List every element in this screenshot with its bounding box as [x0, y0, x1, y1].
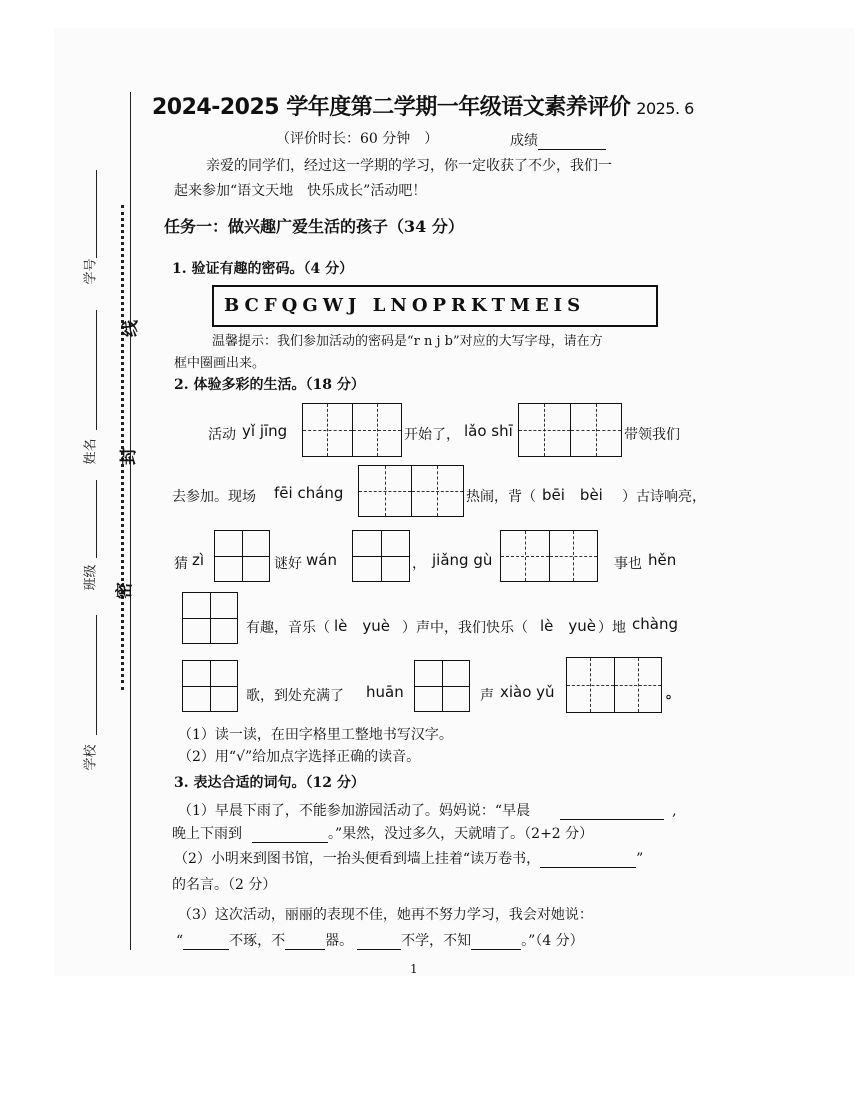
- seal-char-line: 线: [121, 320, 141, 337]
- row3-pinyin-4: hěn: [648, 551, 677, 569]
- q1-hint-line-1: 温馨提示：我们参加活动的密码是“r n j b”对应的大写字母，请在方: [212, 334, 603, 349]
- row3-text-2: 谜好: [274, 556, 302, 572]
- tianzige-laoshi[interactable]: [518, 403, 622, 457]
- task1-title: 任务一：做兴趣广爱生活的孩子（34 分）: [164, 217, 464, 236]
- q3-p1-line2: [172, 823, 593, 843]
- name-field[interactable]: [96, 310, 97, 430]
- row5-pinyin-2: xiào yǔ: [500, 683, 555, 701]
- row3-pinyin-2: wán: [306, 551, 337, 569]
- row2-pinyin-2[interactable]: bēi bèi: [542, 486, 603, 504]
- row3-text-3: ，: [412, 556, 426, 572]
- exam-title: [152, 90, 694, 121]
- label-school: 学校: [83, 744, 99, 771]
- school-field[interactable]: [96, 615, 97, 735]
- q3-p1-text: （1）早晨下雨了，不能参加游园活动了。妈妈说：“早晨: [178, 803, 531, 819]
- row2-text-3: ）古诗响亮，: [622, 489, 706, 505]
- q3-p3-text-b: 器。: [325, 933, 354, 949]
- q3-p1-comma: ,: [672, 803, 677, 819]
- q3-blank-3[interactable]: [540, 853, 636, 868]
- q3-blank-5[interactable]: [285, 935, 325, 950]
- row3-pinyin-1: zì: [192, 551, 205, 569]
- row5-pinyin-1: huān: [366, 683, 404, 701]
- row3-text-4: 事也: [614, 556, 642, 572]
- row1-text-1: 活动: [208, 427, 236, 443]
- row1-text-3: 带领我们: [624, 427, 680, 443]
- row2-text-1: 去参加。现场: [172, 489, 256, 505]
- row5-text-3: 。: [666, 686, 680, 702]
- row1-pinyin-1: yǐ jīng: [242, 422, 288, 440]
- title-text: 2024-2025 学年度第二学期一年级语文素养评价: [152, 95, 631, 120]
- tianzige-zi[interactable]: [214, 530, 270, 582]
- row1-pinyin-2: lǎo shī: [464, 422, 513, 440]
- intro-line-1: 亲爱的同学们，经过这一学期的学习，你一定收获了不少，我们一: [206, 158, 612, 174]
- binding-line-left: [130, 92, 131, 950]
- label-name: 姓名: [83, 438, 99, 465]
- q3-p2-line2: 的名言。（2 分）: [172, 877, 277, 893]
- q3-blank-2[interactable]: [252, 828, 328, 843]
- row1-text-2: 开始了，: [404, 427, 460, 443]
- password-box[interactable]: BCFQGWJ LNOPRKTMEIS: [212, 285, 658, 327]
- student-id-field[interactable]: [96, 170, 97, 258]
- row3-pinyin-3: jiǎng gù: [432, 551, 493, 569]
- q2-note-2: （2）用“√”给加点字选择正确的读音。: [178, 749, 421, 765]
- tianzige-chang[interactable]: [182, 660, 238, 712]
- exam-date: 2025. 6: [636, 99, 694, 118]
- q2-note-1: （1）读一读，在田字格里工整地书写汉字。: [178, 727, 453, 743]
- label-class: 班级: [83, 564, 99, 591]
- q3-p3-line2: [176, 930, 584, 950]
- seal-char-seal: 封: [119, 448, 139, 465]
- tianzige-feichang[interactable]: [358, 465, 464, 517]
- score-label: [510, 130, 606, 150]
- row2-pinyin-1: fēi cháng: [274, 484, 344, 502]
- q3-blank-1[interactable]: [560, 805, 664, 820]
- q3-p1-text-2b: 。”果然，没过多久，天就晴了。（2+2 分）: [328, 826, 594, 842]
- seal-char-secret: 密: [115, 582, 135, 599]
- score-label-text: 成绩: [510, 133, 538, 149]
- q3-blank-6[interactable]: [357, 935, 401, 950]
- intro-line-2: 起来参加“语文天地 快乐成长”活动吧！: [174, 183, 427, 199]
- score-blank[interactable]: [538, 133, 606, 150]
- q3-p1-text-2a: 晚上下雨到: [172, 826, 242, 842]
- tianzige-huan[interactable]: [414, 660, 470, 712]
- row4-pinyin-1[interactable]: lè yuè: [334, 617, 391, 635]
- q3-title: 3. 表达合适的词句。（12 分）: [174, 775, 365, 791]
- q3-p2-text: （2）小明来到图书馆，一抬头便看到墙上挂着“读万卷书，: [174, 851, 541, 867]
- tianzige-hen[interactable]: [182, 592, 238, 644]
- q2-title: 2. 体验多彩的生活。（18 分）: [174, 377, 365, 393]
- tianzige-yijing[interactable]: [302, 403, 402, 457]
- row4-pinyin-3: chàng: [632, 615, 678, 633]
- label-student-id: 学号: [83, 258, 99, 285]
- q3-p3-line1: （3）这次活动，丽丽的表现不佳，她再不努力学习，我会对她说：: [178, 907, 593, 923]
- row4-text-3: ）地: [598, 620, 626, 636]
- q3-p2-quote: ”: [636, 851, 644, 867]
- row4-pinyin-2[interactable]: lè yuè: [540, 617, 597, 635]
- class-field[interactable]: [96, 480, 97, 558]
- tianzige-jianggu[interactable]: [500, 530, 598, 582]
- duration: （评价时长：60 分钟 ）: [276, 131, 439, 147]
- q3-p3-open-quote: “: [176, 933, 184, 949]
- q3-p1-line1: [178, 800, 677, 820]
- tianzige-xiaoyu[interactable]: [566, 657, 662, 713]
- q1-hint-line-2: 框中圈画出来。: [174, 356, 266, 371]
- q1-title: 1. 验证有趣的密码。（4 分）: [172, 261, 354, 277]
- q3-p3-text-c: 不学，不知: [401, 933, 472, 949]
- row5-text-1: 歌，到处充满了: [246, 688, 344, 704]
- q3-p2-line1: [174, 848, 643, 868]
- q3-p3-text-a: 不琢，不: [229, 933, 286, 949]
- row4-text-1: 有趣，音乐（: [246, 620, 330, 636]
- row2-text-2: 热闹，背（: [466, 489, 536, 505]
- row4-text-2: ）声中，我们快乐（: [402, 620, 528, 636]
- q3-blank-4[interactable]: [183, 935, 229, 950]
- row5-text-2: 声: [480, 688, 494, 704]
- tianzige-wan[interactable]: [352, 530, 410, 582]
- row3-text-1: 猜: [174, 556, 188, 572]
- q3-p3-text-d: 。”（4 分）: [521, 933, 584, 949]
- q3-blank-7[interactable]: [471, 935, 521, 950]
- page-number: 1: [410, 962, 418, 976]
